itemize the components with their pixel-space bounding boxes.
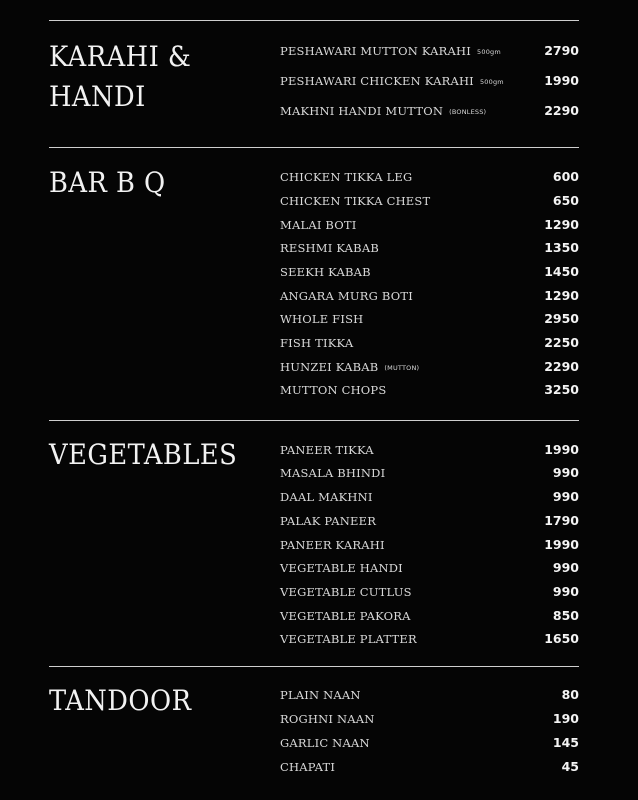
menu-item-name: PALAK PANEER xyxy=(280,514,377,528)
menu-item-price: 45 xyxy=(561,759,579,774)
menu-item-name-wrap xyxy=(280,710,375,728)
menu-item-name-wrap xyxy=(280,263,371,281)
menu-item-name-wrap xyxy=(280,334,353,352)
menu-item-price: 190 xyxy=(552,711,579,726)
menu-item xyxy=(280,734,579,752)
menu-item-note: 500gm xyxy=(477,48,501,56)
menu-item-name-wrap xyxy=(280,734,370,752)
menu-item-price: 1990 xyxy=(544,537,579,552)
menu-item-name: ROGHNI NAAN xyxy=(280,712,375,726)
menu-item-price: 990 xyxy=(552,465,579,480)
menu-item-price: 850 xyxy=(552,608,579,623)
menu-item xyxy=(280,441,579,459)
menu-item-name-wrap xyxy=(280,287,413,305)
menu-item-name: DAAL MAKHNI xyxy=(280,490,373,504)
menu-item xyxy=(280,72,579,90)
menu-item-name: CHICKEN TIKKA LEG xyxy=(280,170,413,184)
menu-item-price: 1290 xyxy=(544,288,579,303)
menu-item-price: 1990 xyxy=(544,442,579,457)
menu-item-name: SEEKH KABAB xyxy=(280,265,371,279)
menu-item-name: CHICKEN TIKKA CHEST xyxy=(280,194,431,208)
menu-item-name-wrap xyxy=(280,488,373,506)
menu-item xyxy=(280,216,579,234)
menu-item-name: FISH TIKKA xyxy=(280,336,354,350)
section-title-karahi-handi: KARAHI & HANDI xyxy=(49,40,192,113)
menu-item-name: GARLIC NAAN xyxy=(280,736,370,750)
section-title-tandoor: TANDOOR xyxy=(49,684,192,717)
menu-item-name-wrap xyxy=(280,358,419,377)
menu-item-note: (BONLESS) xyxy=(449,108,487,116)
menu-item-name-wrap xyxy=(280,559,403,577)
menu-item-name-wrap xyxy=(280,630,417,648)
section-title-vegetables: VEGETABLES xyxy=(49,438,238,471)
menu-item-name-wrap xyxy=(280,512,376,530)
menu-item-name-wrap xyxy=(280,536,385,554)
menu-item-name: MASALA BHINDI xyxy=(280,466,386,480)
menu-item xyxy=(280,287,579,305)
menu-item xyxy=(280,630,579,648)
menu-item-price: 1290 xyxy=(544,217,579,232)
section-title-bar-b-q: BAR B Q xyxy=(49,166,166,199)
menu-item-price: 990 xyxy=(552,584,579,599)
menu-item-name-wrap xyxy=(280,239,379,257)
menu-item xyxy=(280,583,579,601)
menu-item-price: 1450 xyxy=(544,264,579,279)
menu-item-name-wrap xyxy=(280,464,385,482)
menu-item xyxy=(280,512,579,530)
menu-item xyxy=(280,310,579,328)
menu-item-price: 650 xyxy=(552,193,579,208)
menu-item-price: 145 xyxy=(552,735,579,750)
menu-item-note: (MUTTON) xyxy=(384,364,420,372)
menu-item-name: MALAI BOTI xyxy=(280,218,357,232)
menu-item-note: 500gm xyxy=(479,78,504,86)
menu-item-price: 2790 xyxy=(544,43,579,58)
menu-item-name: VEGETABLE CUTLUS xyxy=(280,585,412,599)
menu-item xyxy=(280,334,579,352)
menu-item-name-wrap xyxy=(280,583,412,601)
menu-item-price: 990 xyxy=(552,560,579,575)
menu-item-name-wrap xyxy=(280,310,363,328)
menu-item-name-wrap xyxy=(280,168,412,186)
menu-item-price: 2950 xyxy=(544,311,579,326)
menu-item-name-wrap xyxy=(280,42,501,61)
menu-item-name: WHOLE FISH xyxy=(280,312,364,326)
menu-item xyxy=(280,239,579,257)
menu-item-name: PESHAWARI CHICKEN KARAHI xyxy=(280,74,474,88)
menu-item-name: VEGETABLE HANDI xyxy=(280,561,403,575)
menu-item-price: 990 xyxy=(552,489,579,504)
menu-item xyxy=(280,686,579,704)
menu-item-price: 80 xyxy=(561,687,579,702)
menu-item-name: VEGETABLE PAKORA xyxy=(280,609,411,623)
menu-item-price: 1990 xyxy=(544,73,579,88)
menu-item-name-wrap xyxy=(280,758,335,776)
menu-item-name: MAKHNI HANDI MUTTON xyxy=(280,104,444,118)
menu-item xyxy=(280,464,579,482)
menu-item xyxy=(280,488,579,506)
menu-item-price: 3250 xyxy=(544,382,579,397)
menu-item-price: 1790 xyxy=(544,513,579,528)
menu-item-name: VEGETABLE PLATTER xyxy=(280,632,417,646)
menu-item-name-wrap xyxy=(280,72,504,91)
menu-item-name: HUNZEI KABAB xyxy=(280,360,379,374)
menu-item xyxy=(280,42,579,60)
menu-item-price: 2250 xyxy=(544,335,579,350)
menu-item-name: MUTTON CHOPS xyxy=(280,383,387,397)
menu-item-name: PANEER KARAHI xyxy=(280,538,385,552)
menu-item xyxy=(280,758,579,776)
menu-item xyxy=(280,358,579,376)
menu-item-name-wrap xyxy=(280,686,361,704)
menu-item xyxy=(280,559,579,577)
menu-item-name-wrap xyxy=(280,216,357,234)
menu-item-name: PESHAWARI MUTTON KARAHI xyxy=(280,44,472,58)
menu-item-name: CHAPATI xyxy=(280,760,336,774)
section-divider xyxy=(49,666,579,667)
menu-item-price: 1650 xyxy=(544,631,579,646)
menu-item-price: 600 xyxy=(552,169,579,184)
menu-item-name-wrap xyxy=(280,607,411,625)
section-divider xyxy=(49,420,579,421)
section-divider xyxy=(49,147,579,148)
menu-item xyxy=(280,381,579,399)
menu-item xyxy=(280,168,579,186)
menu-item xyxy=(280,263,579,281)
menu-item-price: 2290 xyxy=(544,359,579,374)
menu-item-price: 2290 xyxy=(544,103,579,118)
menu-item-name: ANGARA MURG BOTI xyxy=(280,289,413,303)
menu-item-name: PANEER TIKKA xyxy=(280,443,374,457)
menu-item-name-wrap xyxy=(280,381,386,399)
menu-item xyxy=(280,192,579,210)
menu-item xyxy=(280,710,579,728)
menu-item-name-wrap xyxy=(280,102,486,121)
menu-item xyxy=(280,607,579,625)
menu-item xyxy=(280,536,579,554)
menu-item-name-wrap xyxy=(280,441,374,459)
menu-item-name-wrap xyxy=(280,192,430,210)
menu-item-price: 1350 xyxy=(544,240,579,255)
menu-item-name: RESHMI KABAB xyxy=(280,241,379,255)
menu-item-name: PLAIN NAAN xyxy=(280,688,361,702)
section-divider xyxy=(49,20,579,21)
menu-item xyxy=(280,102,579,120)
